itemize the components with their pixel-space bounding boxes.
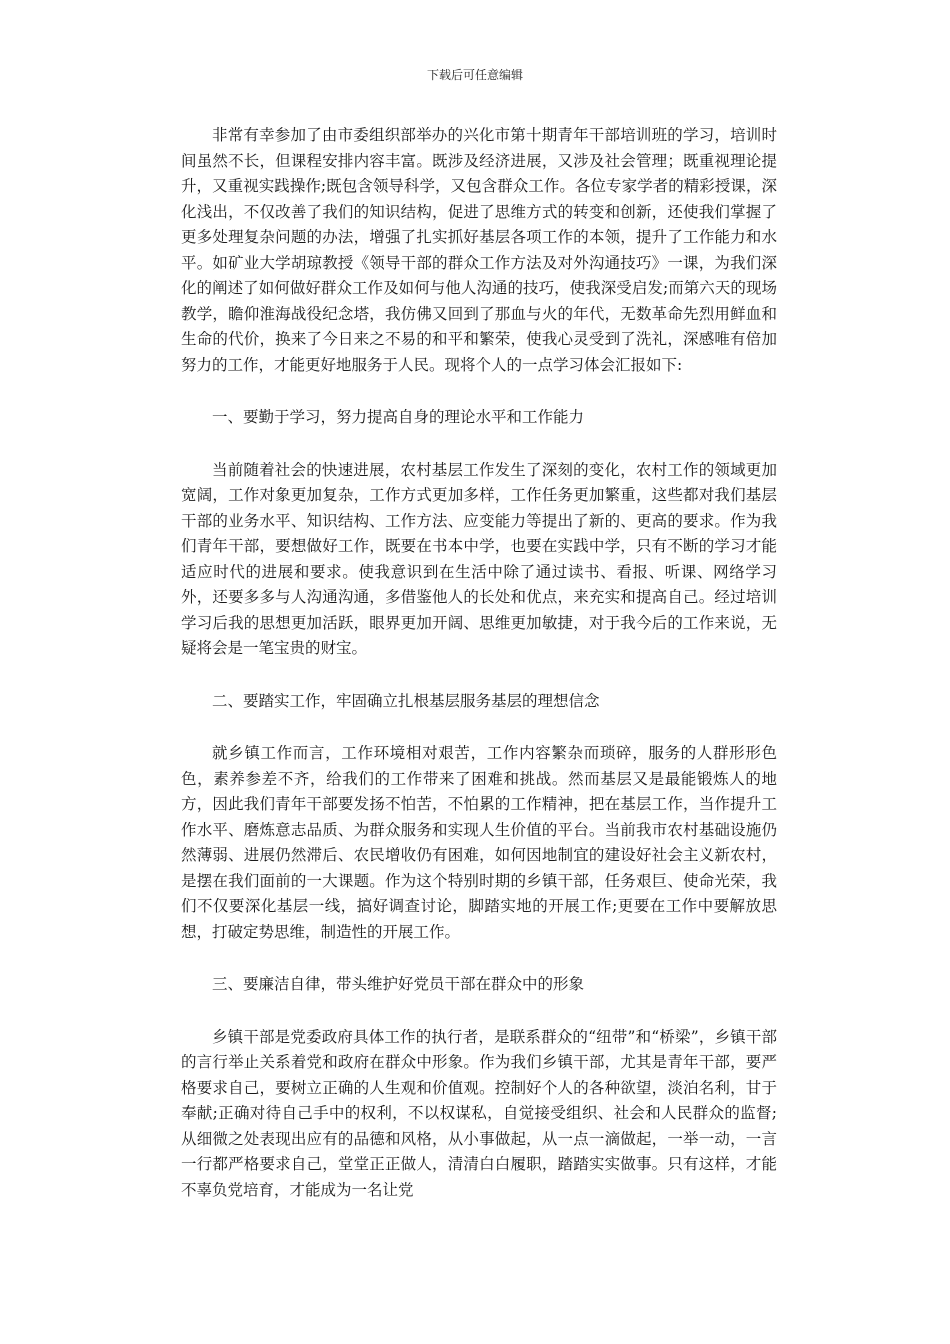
section-heading-1: 一、要勤于学习，努力提高自身的理论水平和工作能力 <box>212 408 585 426</box>
section-heading-2: 二、要踏实工作，牢固确立扎根基层服务基层的理想信念 <box>212 691 600 710</box>
intro-paragraph: 非常有幸参加了由市委组织部举办的兴化市第十期青年干部培训班的学习，培训时间虽然不长，但课程安排内容丰富。既涉及经济进展，又涉及社会管理；既重视理论提升，又重视实践操作;既包含领导科学，又包含群众工作。各位专家学者的精彩授课，深化浅出，不仅改善了我们的知识结构，促进了思维方式的转变和创新，还使我们掌握了更多处理复杂问题的办法，增强了扎实抓好基层各项工作的本领，提升了工作能力和水平。如矿业大学胡琼教授《领导干部的群众工作方法及对外沟通技巧》一课，为我们深化的阐述了如何做好群众工作及如何与他人沟通的技巧，使我深受启发;而第六天的现场教学，瞻仰淮海战役纪念塔，我仿佛又回到了那血与火的年代，无数革命先烈用鲜血和生命的代价，换来了今日来之不易的和平和繁荣，使我心灵受到了洗礼，深感唯有倍加努力的工作，才能更好地服务于人民。现将个人的一点学习体会汇报如下: <box>181 126 777 374</box>
document-body <box>181 123 777 1203</box>
header-note: 下载后可任意编辑 <box>426 68 523 82</box>
section-body-3: 乡镇干部是党委政府具体工作的执行者，是联系群众的“纽带”和“桥梁”，乡镇干部的言行举止关系着党和政府在群众中形象。作为我们乡镇干部，尤其是青年干部，要严格要求自己，要树立正确的人生观和价值观。控制好个人的各种欲望，淡泊名利，甘于奉献;正确对待自己手中的权利，不以权谋私，自觉接受组织、社会和人民群众的监督;从细微之处表现出应有的品德和风格，从小事做起，从一点一滴做起，一举一动，一言一行都严格要求自己，堂堂正正做人，清清白白履职，踏踏实实做事。只有这样，才能不辜负党培育，才能成为一名让党 <box>181 1027 777 1199</box>
section-body-1: 当前随着社会的快速进展，农村基层工作发生了深刻的变化，农村工作的领域更加宽阔，工作对象更加复杂，工作方式更加多样，工作任务更加繁重，这些都对我们基层干部的业务水平、知识结构、工作方法、应变能力等提出了新的、更高的要求。作为我们青年干部，要想做好工作，既要在书本中学，也要在实践中学，只有不断的学习才能适应时代的进展和要求。使我意识到在生活中除了通过读书、看报、听课、网络学习外，还要多多与人沟通沟通，多借鉴他人的长处和优点，来充实和提高自己。经过培训学习后我的思想更加活跃，眼界更加开阔、思维更加敏捷，对于我今后的工作来说，无疑将会是一笔宝贵的财宝。 <box>181 460 777 657</box>
section-body-2: 就乡镇工作而言，工作环境相对艰苦，工作内容繁杂而琐碎，服务的人群形形色色，素养参差不齐，给我们的工作带来了困难和挑战。然而基层又是最能锻炼人的地方，因此我们青年干部要发扬不怕苦，不怕累的工作精神，把在基层工作，当作提升工作水平、磨炼意志品质、为群众服务和实现人生价值的平台。当前我市农村基础设施仍然薄弱、进展仍然滞后、农民增收仍有困难，如何因地制宜的建设好社会主义新农村，是摆在我们面前的一大课题。作为这个特别时期的乡镇干部，任务艰巨、使命光荣，我们不仅要深化基层一线，搞好调查讨论，脚踏实地的开展工作;更要在工作中要解放思想，打破定势思维，制造性的开展工作。 <box>181 744 777 941</box>
section-heading-3: 三、要廉洁自律，带头维护好党员干部在群众中的形象 <box>212 975 585 993</box>
